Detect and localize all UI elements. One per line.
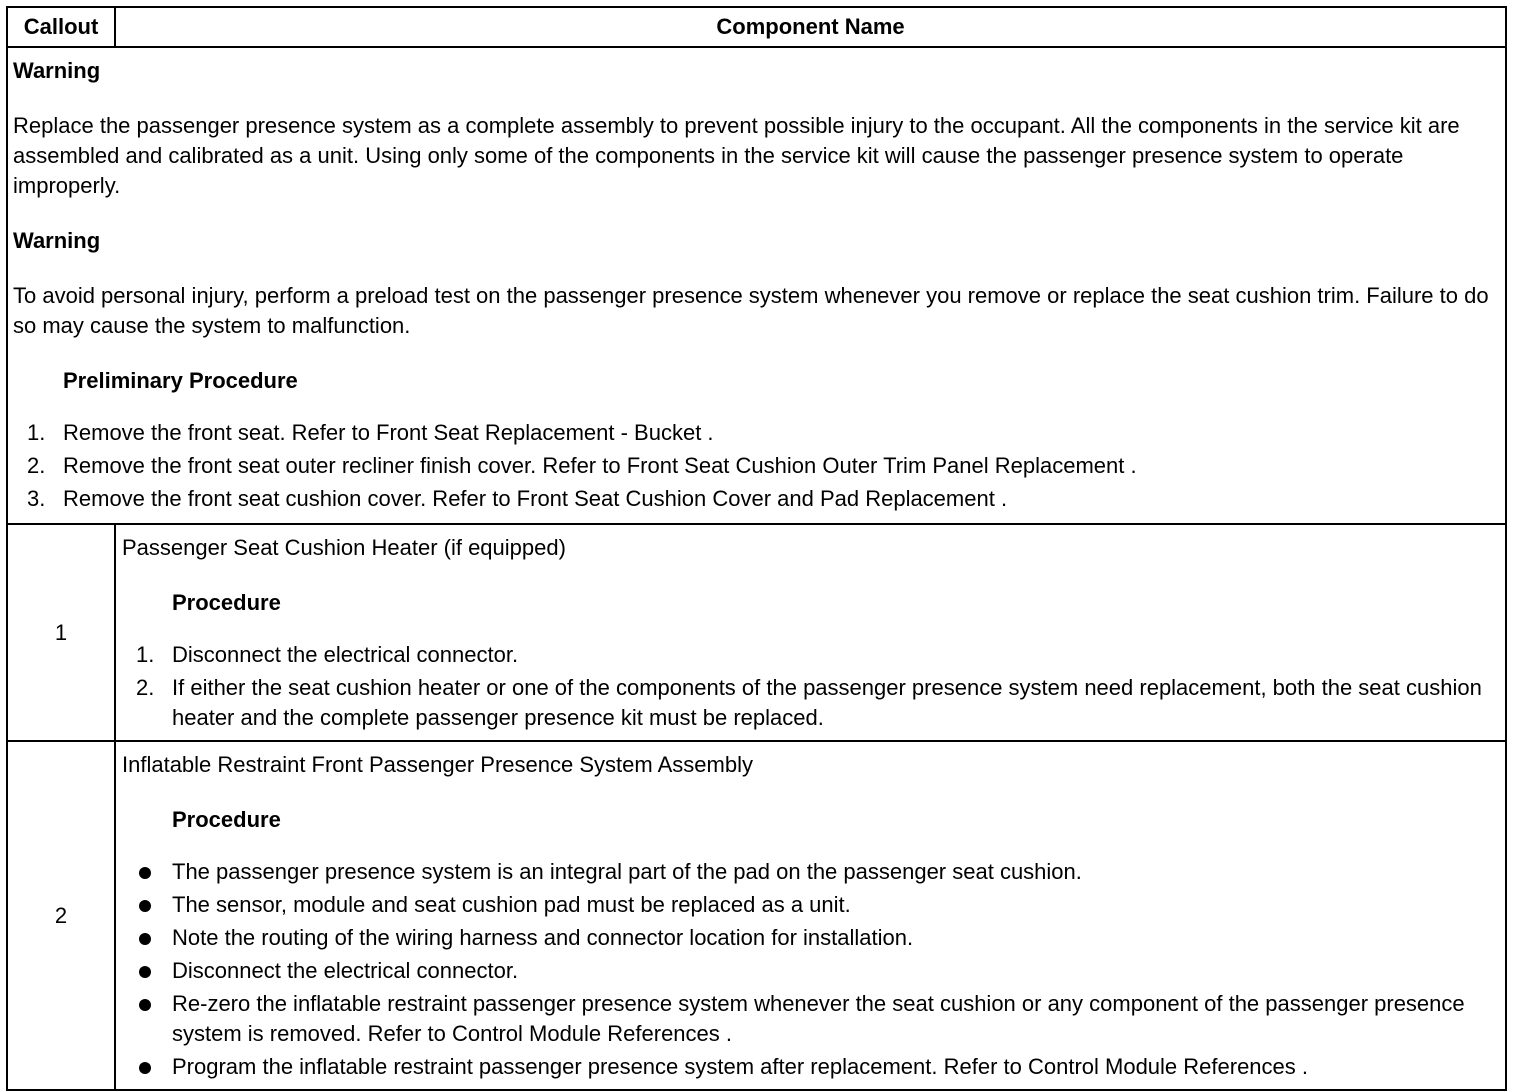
bullet-icon	[139, 999, 151, 1011]
component-name: Passenger Seat Cushion Heater (if equipped)	[122, 535, 566, 560]
step-text: Remove the front seat cushion cover. Refer to Front Seat Cushion Cover and Pad Replacement .	[63, 486, 1008, 511]
bullet-icon	[139, 1062, 151, 1074]
table-row	[7, 524, 1506, 741]
warning-1-label: Warning	[13, 58, 101, 83]
bullet-text: Program the inflatable restraint passenger presence system after replacement. Refer to Control Module References .	[172, 1054, 1308, 1079]
callout-number: 2	[7, 741, 115, 1090]
list-item	[122, 673, 1499, 733]
step-text: Remove the front seat. Refer to Front Seat Replacement - Bucket .	[63, 420, 714, 445]
warning-2-label: Warning	[13, 228, 101, 253]
procedure-title: Procedure	[172, 590, 281, 615]
list-item	[122, 640, 1499, 670]
step-number: 1.	[136, 642, 155, 667]
preliminary-steps	[13, 418, 1499, 514]
bullet-icon	[139, 867, 151, 879]
procedure-steps	[122, 640, 1499, 733]
preliminary-procedure-title: Preliminary Procedure	[63, 368, 298, 393]
warning-1-text: Replace the passenger presence system as a complete assembly to prevent possible injury to the occupant. All the components in the service kit are assembled and calibrated as a unit. Using only some of the components in the service kit will cause the passenger presence system to operate improperly.	[13, 113, 1460, 198]
list-item	[122, 956, 1499, 986]
component-name: Inflatable Restraint Front Passenger Presence System Assembly	[122, 752, 753, 777]
list-item	[13, 451, 1499, 481]
list-item	[122, 857, 1499, 887]
table-row	[7, 741, 1506, 1090]
step-number: 3.	[27, 486, 46, 511]
bullet-text: Disconnect the electrical connector.	[172, 958, 519, 983]
list-item	[122, 989, 1499, 1049]
bullet-icon	[139, 900, 151, 912]
procedure-bullets	[122, 857, 1499, 1082]
bullet-icon	[139, 966, 151, 978]
list-item	[122, 1052, 1499, 1082]
bullet-text: The passenger presence system is an integral part of the pad on the passenger seat cushion.	[172, 859, 1082, 884]
step-text: Remove the front seat outer recliner finish cover. Refer to Front Seat Cushion Outer Trim Panel Replacement .	[63, 453, 1137, 478]
list-item	[122, 923, 1499, 953]
bullet-icon	[139, 933, 151, 945]
component-table	[6, 6, 1507, 1091]
callout-number: 1	[7, 524, 115, 741]
header-component-name: Component Name	[115, 7, 1506, 47]
procedure-title: Procedure	[172, 807, 281, 832]
step-number: 2.	[136, 675, 155, 700]
step-number: 2.	[27, 453, 46, 478]
component-cell	[115, 524, 1506, 741]
bullet-text: Note the routing of the wiring harness and connector location for installation.	[172, 925, 914, 950]
table-header-row	[7, 7, 1506, 47]
step-number: 1.	[27, 420, 46, 445]
bullet-text: The sensor, module and seat cushion pad must be replaced as a unit.	[172, 892, 851, 917]
list-item	[13, 418, 1499, 448]
component-cell	[115, 741, 1506, 1090]
step-text: Disconnect the electrical connector.	[172, 642, 519, 667]
bullet-text: Re-zero the inflatable restraint passenger presence system whenever the seat cushion or any component of the passenger presence system is removed. Refer to Control Module References .	[172, 991, 1465, 1046]
intro-row	[7, 47, 1506, 524]
step-text: If either the seat cushion heater or one of the components of the passenger presence system need replacement, both the seat cushion heater and the complete passenger presence kit must be replaced.	[172, 675, 1482, 730]
warning-2-text: To avoid personal injury, perform a preload test on the passenger presence system whenever you remove or replace the seat cushion trim. Failure to do so may cause the system to malfunction.	[13, 283, 1489, 338]
intro-cell	[7, 47, 1506, 524]
header-callout: Callout	[7, 7, 115, 47]
list-item	[122, 890, 1499, 920]
list-item	[13, 484, 1499, 514]
